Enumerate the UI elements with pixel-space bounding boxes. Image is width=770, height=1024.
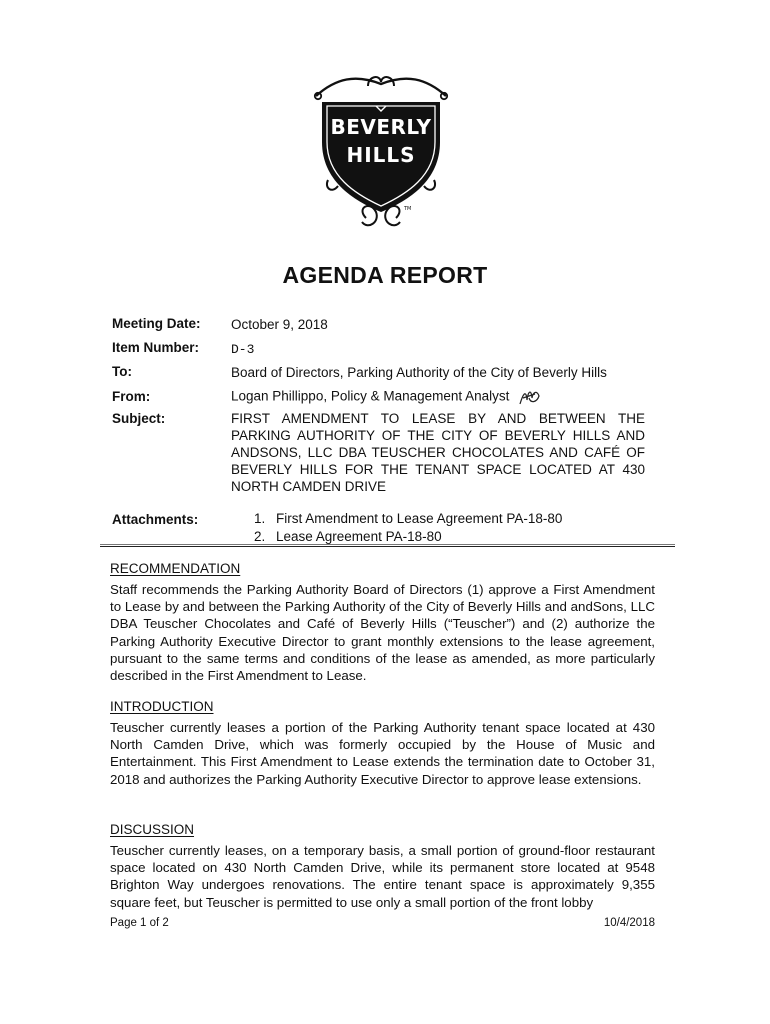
seal-tm: TM (404, 206, 412, 212)
attachment-number: 2. (254, 529, 266, 544)
from-value: Logan Phillippo, Policy & Management Analyst (231, 388, 510, 404)
to-label: To: (112, 364, 132, 379)
header-divider-thin (100, 544, 675, 545)
beverly-hills-seal-logo (306, 72, 456, 232)
page-number: Page 1 of 2 (110, 917, 169, 929)
subject-value: FIRST AMENDMENT TO LEASE BY AND BETWEEN THE PARKING AUTHORITY OF THE CITY OF BEVERLY HILLS AND ANDSONS, LLC DBA TEUSCHER CHOCOLATES AND CAFÉ OF BEVERLY HILLS FOR THE TENANT SPACE LOCATED AT 430 NORTH CAMDEN DRIVE (231, 411, 645, 494)
attachment-item (254, 510, 562, 528)
seal-text-line2: HILLS (346, 143, 416, 167)
attachment-number: 1. (254, 511, 266, 526)
meeting-date-label: Meeting Date: (112, 316, 201, 331)
subject-label: Subject: (112, 411, 166, 426)
attachments-list (254, 510, 562, 546)
from-value-row (231, 386, 543, 408)
footer-date: 10/4/2018 (603, 917, 655, 929)
introduction-body: Teuscher currently leases a portion of the Parking Authority tenant space located at 430 North Camden Drive, which was formerly occupied by the House of Music and Entertainment. This First Amendment to Lease extends the termination date to October 31, 2018 and authorizes the Parking Authority Executive Director to approve lease extensions. (110, 720, 655, 787)
seal-text-line1: BEVERLY (330, 115, 432, 139)
introduction-heading: INTRODUCTION (110, 699, 214, 714)
item-number-value: D-3 (231, 342, 255, 357)
attachment-text: First Amendment to Lease Agreement PA-18-80 (276, 511, 563, 526)
attachment-text: Lease Agreement PA-18-80 (276, 529, 442, 544)
initials-signature (517, 386, 543, 408)
to-value: Board of Directors, Parking Authority of the City of Beverly Hills (231, 365, 607, 380)
recommendation-body: Staff recommends the Parking Authority Board of Directors (1) approve a First Amendment to Lease by and between the Parking Authority of the City of Beverly Hills and andSons, LLC DBA Teuscher Chocolates and Café of Beverly Hills (“Teuscher”) and (2) authorize the Parking Authority Executive Director to grant monthly extensions to the lease agreement, pursuant to the same terms and conditions of the lease as amended, as more particularly described in the First Amendment to Lease. (110, 582, 655, 684)
discussion-body: Teuscher currently leases, on a temporary basis, a small portion of ground-floor restaurant space located on 430 North Camden Drive, while its permanent store located at 9548 Brighton Way undergoes renovations. The entire tenant space is approximately 9,355 square feet, but Teuscher is permitted to use only a small portion of the front lobby (110, 843, 655, 910)
item-number-label: Item Number: (112, 340, 200, 355)
discussion-heading: DISCUSSION (110, 822, 195, 837)
meeting-date-value: October 9, 2018 (231, 317, 328, 332)
recommendation-heading: RECOMMENDATION (110, 561, 241, 576)
header-divider (100, 546, 675, 547)
from-label: From: (112, 389, 151, 404)
attachments-label: Attachments: (112, 512, 199, 527)
page-title: AGENDA REPORT (282, 262, 488, 288)
